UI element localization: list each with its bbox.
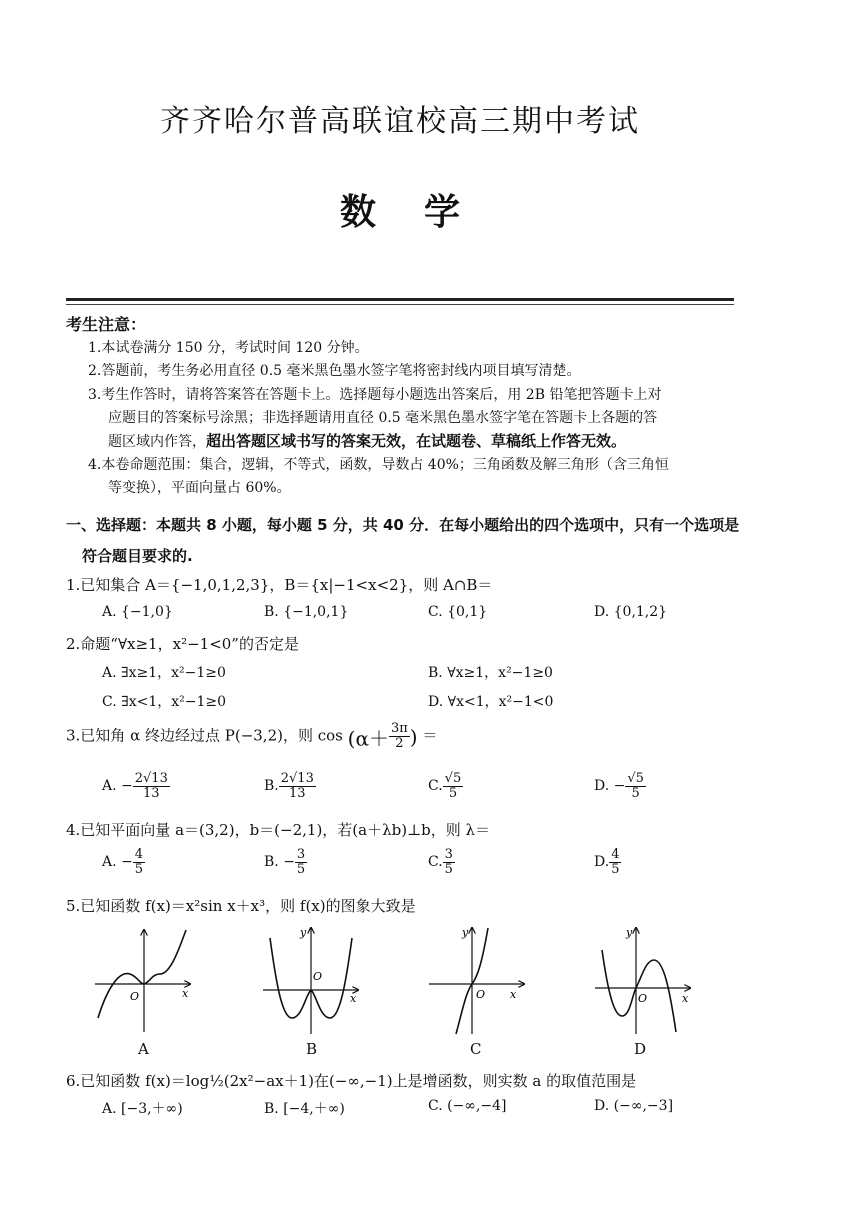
graph-b-y-label: y: [300, 926, 307, 939]
q4-b-num: 3: [296, 847, 306, 862]
notice-item-3-line-3: [108, 430, 626, 451]
graph-d-y-label: y: [626, 926, 633, 939]
q3-arg-left: (α＋: [347, 726, 389, 750]
q3-arg-num: 3π: [390, 721, 408, 737]
section-1-heading-line-2: 符合题目要求的.: [82, 547, 193, 565]
section-1-heading: 一、选择题：本题共 8 小题，每小题 5 分，共 40 分．在每小题给出的四个选项中，只有一个选项是: [66, 516, 740, 534]
q3-b-num: 2√13: [280, 771, 314, 786]
exam-title: 齐齐哈尔普高联谊校高三期中考试: [160, 104, 640, 139]
q4-b-label: B. −: [264, 854, 295, 871]
q4-option-a: [102, 848, 145, 876]
q3-d-num: √5: [627, 771, 644, 786]
q3-a-den: 13: [143, 785, 160, 801]
q3-b-label: B.: [264, 778, 279, 795]
q5-label-a: A: [138, 1040, 149, 1058]
q4-c-fraction: [443, 848, 455, 876]
q4-d-num: 4: [611, 847, 620, 862]
q4-option-b: [264, 848, 307, 876]
q3-arg-den: 2: [395, 736, 404, 751]
q3-a-num: 2√13: [134, 771, 168, 786]
graph-c-x-label: x: [510, 988, 517, 1001]
q6-option-b: B. [−4,＋∞): [264, 1101, 345, 1117]
q2-option-c: C. ∃x<1，x²−1≥0: [102, 694, 227, 710]
subject-title: 数学: [339, 191, 508, 233]
q3-option-d: [594, 772, 646, 800]
q5-graph-d: [590, 922, 700, 1042]
notice-item-2: 2.答题前，考生务必用直径 0.5 毫米黑色墨水签字笔将密封线内项目填写清楚。: [88, 363, 581, 379]
q5-graph-a: [90, 922, 200, 1042]
q1-option-a: A. {−1,0}: [102, 604, 173, 620]
graph-b-x-label: x: [350, 992, 357, 1005]
q2-option-b: B. ∀x≥1，x²−1≥0: [428, 665, 553, 681]
q3-arg-right: ): [409, 724, 418, 749]
header-rule-thick: [66, 298, 734, 301]
q4-c-label: C.: [428, 854, 443, 871]
graph-b-origin: O: [313, 970, 323, 983]
q4-c-num: 3: [444, 847, 453, 862]
q5-label-d: D: [634, 1040, 647, 1058]
header-rule-thin: [66, 304, 734, 305]
q3-cos-argument: [347, 721, 423, 751]
notice-item-1: 1.本试卷满分 150 分，考试时间 120 分钟。: [88, 340, 369, 356]
notice-item-3-line-1: 3.考生作答时，请将答案答在答题卡上。选择题每小题选出答案后，用 2B 铅笔把答题卡上对: [88, 387, 662, 403]
q3-arg-fraction: [389, 722, 410, 750]
q3-a-fraction: [133, 772, 170, 800]
q3-b-den: 13: [289, 785, 306, 801]
notice-item-4-line-1: 4.本卷命题范围：集合，逻辑，不等式，函数，导数占 40%；三角函数及解三角形（含三角恒: [88, 457, 669, 473]
q3-c-den: 5: [448, 785, 458, 801]
q3-c-fraction: [443, 772, 464, 800]
q5-stem: 5.已知函数 f(x)＝x²sin x＋x³，则 f(x)的图象大致是: [66, 897, 416, 915]
q3-d-label: D. −: [594, 778, 626, 795]
q3-stem: [66, 722, 437, 751]
q4-a-den: 5: [134, 861, 144, 877]
graph-d-curve: [602, 950, 676, 1032]
q6-option-d: D. (−∞,−3]: [594, 1098, 674, 1114]
notice-item-3-line-2: 应题目的答案标号涂黑；非选择题请用直径 0.5 毫米黑色墨水签字笔在答题卡上各题的答: [108, 410, 658, 426]
q4-d-den: 5: [611, 861, 620, 877]
q4-b-fraction: [295, 848, 307, 876]
q3-d-fraction: [625, 772, 646, 800]
q5-label-c: C: [470, 1040, 482, 1058]
graph-a-origin: O: [130, 990, 140, 1003]
q2-option-a: A. ∃x≥1，x²−1≥0: [102, 665, 226, 681]
q4-a-label: A. −: [102, 854, 133, 871]
q4-a-fraction: [133, 848, 145, 876]
q1-option-c: C. {0,1}: [428, 604, 488, 620]
graph-a-x-label: x: [182, 987, 189, 1000]
graph-c-y-label: y: [462, 926, 469, 939]
q6-option-c: C. (−∞,−4]: [428, 1098, 507, 1114]
q5-graph-c: [424, 922, 534, 1042]
q3-option-a: [102, 772, 170, 800]
q3-option-c: [428, 772, 463, 800]
q2-stem: 2.命题“∀x≥1，x²−1<0”的否定是: [66, 635, 299, 653]
q3-option-b: [264, 772, 316, 800]
notice-item-4-line-2: 等变换），平面向量占 60%。: [108, 480, 291, 496]
graph-c-origin: O: [476, 988, 486, 1001]
q4-option-d: [594, 848, 621, 876]
q3-c-label: C.: [428, 778, 443, 795]
q1-stem: 1.已知集合 A＝{−1,0,1,2,3}，B＝{x|−1<x<2}，则 A∩B＝: [66, 576, 493, 594]
q4-c-den: 5: [444, 861, 453, 877]
q3-a-label: A. −: [102, 778, 133, 795]
q3-b-fraction: [279, 772, 316, 800]
q4-d-label: D.: [594, 854, 610, 871]
q4-stem: 4.已知平面向量 a＝(3,2)，b＝(−2,1)，若(a＋λb)⊥b，则 λ＝: [66, 821, 491, 839]
graph-a-curve: [98, 930, 186, 1018]
graph-d-origin: O: [638, 992, 648, 1005]
graph-d-x-label: x: [682, 992, 689, 1005]
q6-option-a: A. [−3,＋∞): [102, 1101, 183, 1117]
q4-d-fraction: [609, 848, 621, 876]
q3-c-num: √5: [444, 771, 462, 786]
q3-stem-equals: ＝: [422, 726, 438, 745]
q1-option-b: B. {−1,0,1}: [264, 604, 349, 620]
q3-stem-text: 3.已知角 α 终边经过点 P(−3,2)，则 cos: [66, 726, 343, 745]
q5-graph-b: [258, 922, 368, 1042]
q6-stem: 6.已知函数 f(x)＝log½(2x²−ax＋1)在(−∞,−1)上是增函数，则实数 a 的取值范围是: [66, 1072, 637, 1090]
notice-heading: 考生注意：: [66, 315, 147, 334]
notice-item-3-emphasis: 超出答题区域书写的答案无效，在试题卷、草稿纸上作答无效。: [206, 432, 627, 450]
q2-option-d: D. ∀x<1，x²−1<0: [428, 694, 554, 710]
notice-item-3-text: 题区域内作答，: [108, 434, 206, 450]
q5-label-b: B: [306, 1040, 318, 1058]
q4-option-c: [428, 848, 455, 876]
q1-option-d: D. {0,1,2}: [594, 604, 668, 620]
q4-a-num: 4: [134, 847, 144, 862]
q4-b-den: 5: [296, 861, 306, 877]
q3-d-den: 5: [631, 785, 640, 801]
